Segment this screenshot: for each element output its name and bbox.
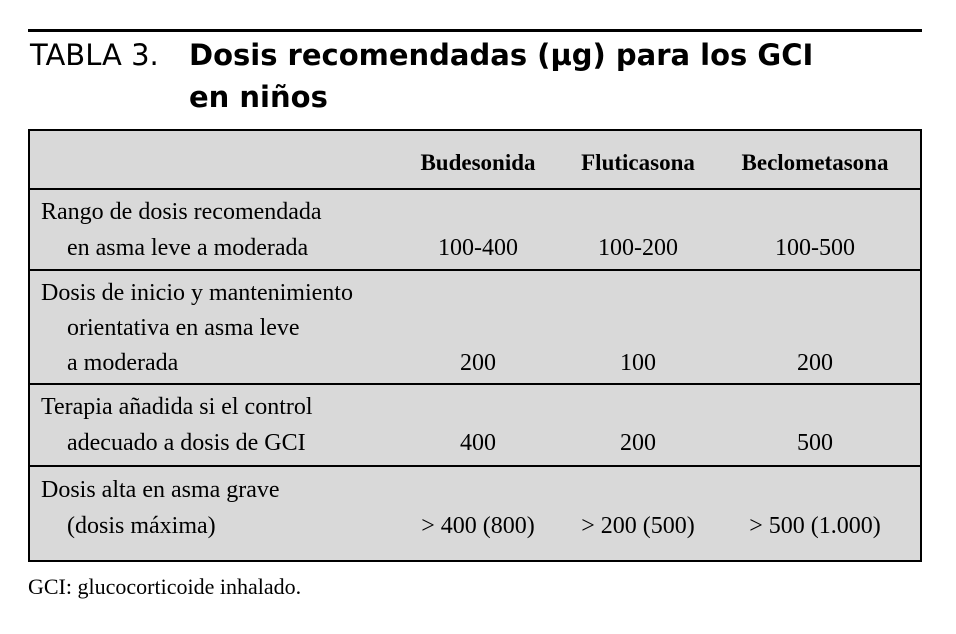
column-header-fluticasona: Fluticasona <box>581 150 695 175</box>
cell-budesonida: 100-400 <box>438 235 518 261</box>
table-row <box>30 188 920 269</box>
cell-fluticasona: 100-200 <box>598 235 678 261</box>
top-rule <box>28 29 922 32</box>
row-label-line: Rango de dosis recomendada <box>41 199 322 225</box>
cell-beclometasona: 100-500 <box>775 235 855 261</box>
table-title-line2: en niños <box>189 80 328 114</box>
table-title-line1: Dosis recomendadas (µg) para los GCI <box>189 38 814 72</box>
row-label-line: Terapia añadida si el control <box>41 394 313 420</box>
cell-budesonida: 200 <box>460 350 496 376</box>
cell-fluticasona: > 200 (500) <box>581 513 695 539</box>
column-header-budesonida: Budesonida <box>420 150 536 175</box>
table-row <box>30 383 920 465</box>
row-label-line: orientativa en asma leve <box>67 315 300 341</box>
cell-beclometasona: 200 <box>797 350 833 376</box>
row-label-line: Dosis de inicio y mantenimiento <box>41 280 353 306</box>
header-row <box>30 131 920 188</box>
cell-fluticasona: 100 <box>620 350 656 376</box>
cell-fluticasona: 200 <box>620 430 656 456</box>
row-label-line: en asma leve a moderada <box>67 235 309 261</box>
cell-beclometasona: > 500 (1.000) <box>749 513 881 539</box>
table-row <box>30 269 920 383</box>
cell-budesonida: 400 <box>460 430 496 456</box>
table-row <box>30 465 920 558</box>
dosage-table <box>28 129 922 562</box>
table-number: TABLA 3. <box>30 38 159 72</box>
column-header-beclometasona: Beclometasona <box>741 150 889 175</box>
footnote: GCI: glucocorticoide inhalado. <box>28 574 302 599</box>
row-label-line: (dosis máxima) <box>67 513 216 539</box>
cell-beclometasona: 500 <box>797 430 833 456</box>
cell-budesonida: > 400 (800) <box>421 513 535 539</box>
row-label-line: adecuado a dosis de GCI <box>67 430 306 456</box>
row-label-line: Dosis alta en asma grave <box>41 477 280 503</box>
row-label-line: a moderada <box>67 350 179 376</box>
